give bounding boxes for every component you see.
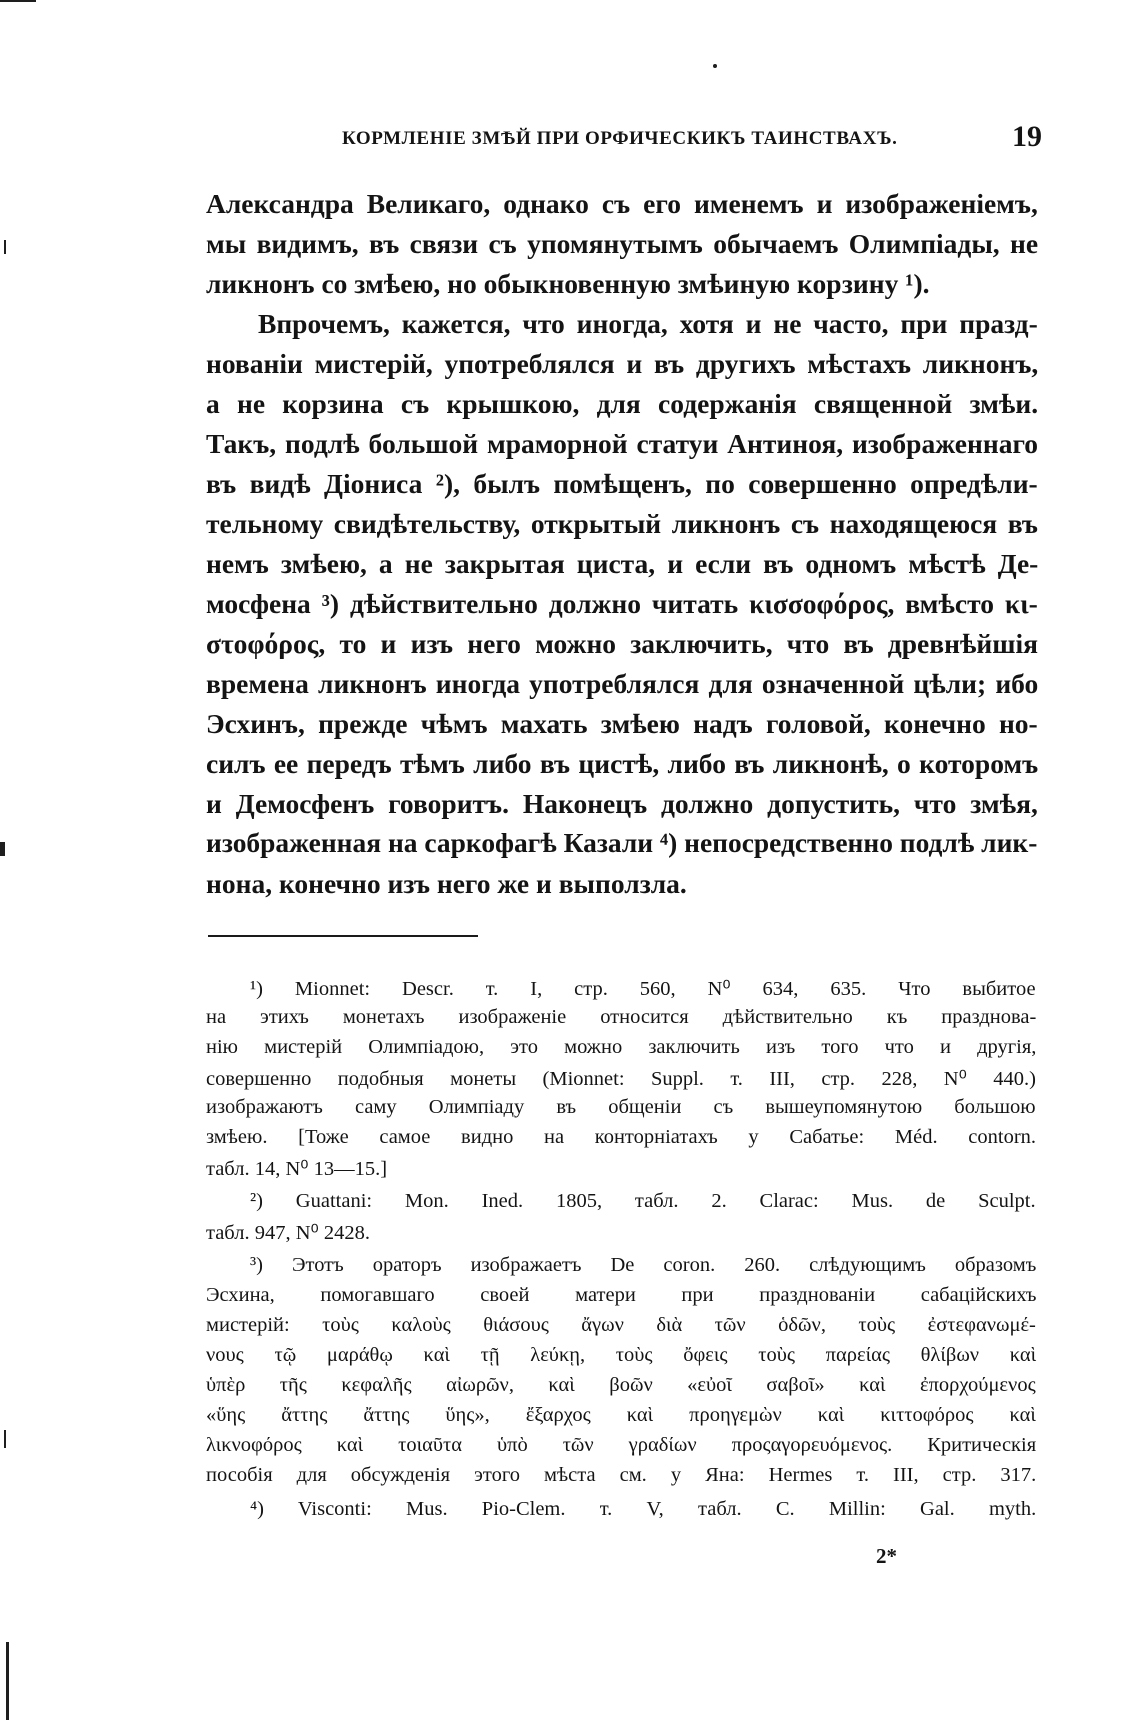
footnote-line: пособія для обсужденія этого мѣста см. у Яна: Hermes т. III, стр. 317.: [206, 1464, 1037, 1486]
footnote-line: ²) Guattani: Mon. Ined. 1805, табл. 2. Clarac: Mus. de Sculpt.: [250, 1190, 1036, 1212]
footnote-line: мистерій: τοὺς καλοὺς θιάσους ἄγων διὰ τῶν ὁδῶν, τοὺς ἐστεφανωμέ-: [206, 1314, 1036, 1336]
scan-mark: [0, 0, 36, 2]
scan-mark: [4, 1430, 6, 1448]
footnote-divider: [208, 935, 478, 937]
body-line: Впрочемъ, кажется, что иногда, хотя и не часто, при празд-: [258, 308, 1038, 339]
body-line: въ видѣ Діониса ²), былъ помѣщенъ, по совершенно опредѣли-: [206, 468, 1038, 499]
footnote-line: ¹) Mionnet: Descr. т. I, стр. 560, N⁰ 634, 635. Что выбитое: [250, 978, 1036, 1000]
footnote-line: совершенно подобныя монеты (Mionnet: Suppl. т. III, стр. 228, N⁰ 440.): [206, 1068, 1036, 1090]
body-line: и Демосфенъ говоритъ. Наконецъ должно допустить, что змѣя,: [206, 788, 1038, 819]
page-number: 19: [1012, 120, 1042, 153]
footnote-line: ὑπὲρ τῆς κεφαλῆς αἰωρῶν, καὶ βοῶν «εὐοῖ σαβοῖ» καὶ ἐπορχούμενος: [206, 1374, 1036, 1396]
body-line: времена ликнонъ иногда употреблялся для означенной цѣли; ибо: [206, 668, 1039, 699]
signature-mark: 2*: [876, 1544, 897, 1568]
footnote-line: нію мистерій Олимпіадою, это можно заключить изъ того что и другія,: [206, 1036, 1037, 1058]
footnote-line: на этихъ монетахъ изображеніе относится дѣйствительно къ празднова-: [206, 1006, 1037, 1028]
body-line: силъ ее передъ тѣмъ либо въ цистѣ, либо въ ликнонѣ, о которомъ: [206, 748, 1039, 779]
body-line: немъ змѣею, а не закрытая циста, и если въ одномъ мѣстѣ Де-: [206, 548, 1039, 579]
footnote-line: табл. 14, N⁰ 13—15.]: [206, 1158, 388, 1180]
body-line: στοφόρος, то и изъ него можно заключить, что въ древнѣйшія: [206, 628, 1038, 659]
body-line: ликнонъ со змѣею, но обыкновенную змѣиную корзину ¹).: [206, 268, 930, 299]
footnote-line: νους τῷ μαράθῳ καὶ τῇ λεύκῃ, τοὺς ὄφεις τοὺς παρείας θλίβων καὶ: [206, 1344, 1037, 1366]
footnote-line: змѣею. [Тоже самое видно на конторніатахъ у Сабатье: Méd. contorn.: [206, 1126, 1037, 1148]
footnote-line: Эсхина, помогавшаго своей матери при празднованіи сабацiйскихъ: [206, 1284, 1037, 1306]
running-head: КОРМЛЕНІЕ ЗМѢЙ ПРИ ОРФИЧЕСКИКЪ ТАИНСТВАХЪ.: [342, 128, 898, 149]
scan-mark: [0, 842, 5, 856]
body-line: нованіи мистерій, употреблялся и въ другихъ мѣстахъ ликнонъ,: [206, 348, 1039, 379]
footnote-line: λικνοφόρος καὶ τοιαῦτα ὑπὸ τῶν γραδίων προςαγορευόμενος. Критическія: [206, 1434, 1037, 1456]
footnote-line: ⁴) Visconti: Mus. Pio-Clem. т. V, табл. C. Millin: Gal. myth.: [250, 1498, 1037, 1520]
body-line: мы видимъ, въ связи съ упомянутымъ обычаемъ Олимпіады, не: [206, 228, 1039, 259]
body-line: Такъ, подлѣ большой мраморной статуи Антиноя, изображеннаго: [206, 428, 1039, 459]
footnote-line: ³) Этотъ ораторъ изображаетъ De coron. 260. слѣдующимъ образомъ: [250, 1254, 1037, 1276]
footnote-line: табл. 947, N⁰ 2428.: [206, 1222, 370, 1244]
footnote-line: «ὕης ἄττης ἄττης ὕης», ἔξαρχος καὶ προηγεμὼν καὶ κιττοφόρος καὶ: [206, 1404, 1036, 1426]
body-line: тельному свидѣтельству, открытый ликнонъ съ находящеюся въ: [206, 508, 1038, 539]
footnote-line: изображаютъ саму Олимпіаду въ общеніи съ вышеупомянутою большою: [206, 1096, 1036, 1118]
scan-mark: [713, 64, 717, 68]
scan-mark: [6, 1642, 9, 1720]
body-line: мосфена ³) дѣйствительно должно читать κισσοφόρος, вмѣсто κι-: [206, 588, 1038, 619]
body-line: изображенная на саркофагѣ Казали ⁴) непосредственно подлѣ лик-: [206, 828, 1038, 858]
scan-mark: [4, 240, 6, 254]
body-line: нона, конечно изъ него же и выползла.: [206, 868, 687, 899]
body-line: а не корзина съ крышкою, для содержанія священной змѣи.: [206, 388, 1039, 419]
body-line: Эсхинъ, прежде чѣмъ махать змѣею надъ головой, конечно но-: [206, 708, 1038, 739]
body-line: Александра Великаго, однако съ его именемъ и изображеніемъ,: [206, 188, 1038, 219]
page-header: [206, 122, 1042, 162]
